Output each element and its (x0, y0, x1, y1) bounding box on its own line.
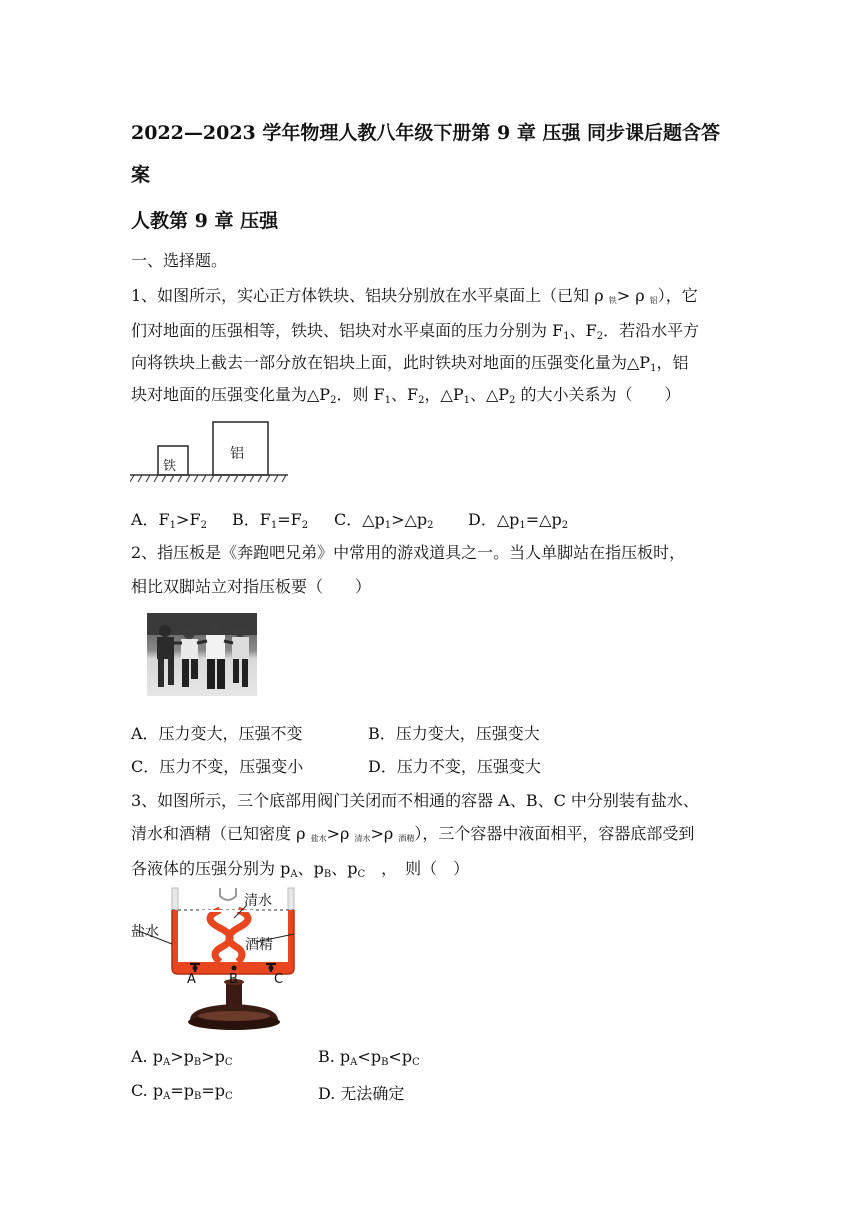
q1-line3: 向将铁块上截去一部分放在铝块上面，此时铁块对地面的压强变化量为$\triangle P_1$，铝 (131, 353, 689, 374)
document-title-line2: 案 (131, 164, 151, 186)
q2-option-a: A．压力变大，压强不变 (131, 724, 303, 743)
q1-line2: 们对地面的压强相等，铁块、铝块对水平桌面的压力分别为 $F_1$、$F_2$．若沿水平方 (131, 321, 700, 342)
q2-option-c: C．压力不变，压强变小 (131, 757, 304, 776)
q1-option-d: D．$\triangle p_1=\triangle p_2$ (468, 510, 569, 531)
q2-line2: 相比双脚站立对指压板要（ ） (131, 577, 372, 596)
q1-option-b: B．$F_1=F_2$ (232, 510, 309, 531)
part-label: 一、选择题。 (131, 251, 228, 270)
q3-option-a: A. $p_A>p_B>p_C$ (131, 1047, 233, 1068)
blocks-figure (130, 418, 290, 486)
fig-label-b: B (229, 972, 238, 987)
iron-block-label: 铁 (163, 459, 177, 474)
containers-figure (128, 884, 318, 1036)
fig-label-c: C (274, 972, 284, 987)
q1-option-a: A．$F_1>F_2$ (131, 510, 207, 531)
fig-label-a: A (187, 972, 196, 987)
q3-line1: 3、如图所示，三个底部用阀门关闭而不相通的容器 A、B、C 中分别装有盐水、 (131, 791, 699, 810)
q3-option-b: B. $p_A<p_B<p_C$ (318, 1047, 420, 1068)
ground-hatching (130, 475, 286, 482)
fig-label-yanshui: 盐水 (131, 924, 159, 940)
q2-line1: 2、指压板是《奔跑吧兄弟》中常用的游戏道具之一。当人单脚站在指压板时， (131, 543, 686, 562)
document-title-line1: 2022—2023 学年物理人教八年级下册第 9 章 压强 同步课后题含答 (131, 122, 721, 144)
fig-label-jiujing: 酒精 (245, 937, 273, 953)
q1-line1: 1、如图所示，实心正方体铁块、铝块分别放在水平桌面上（已知 ρ $_铁$> ρ $_铝$），它 (131, 286, 698, 305)
section-title: 人教第 9 章 压强 (131, 210, 279, 232)
q3-line2: 清水和酒精（已知密度 ρ $_{盐水}$>ρ $_{清水}$>ρ $_{酒精}$），三个容器中液面相平，容器底部受到 (131, 824, 695, 843)
massage-board-photo (147, 613, 257, 696)
q3-option-d: D. 无法确定 (318, 1084, 405, 1103)
q2-option-b: B．压力变大，压强变大 (368, 724, 540, 743)
q3-line3: 各液体的压强分别为 $p_A$、$p_B$、$p_C$ ， 则（ ） (131, 859, 470, 880)
q1-line4: 块对地面的压强变化量为$\triangle P_2$．则 $F_1$、$F_2$，$\triangle P_1$、$\triangle P_2$ 的大小关系为（ ） (131, 385, 681, 406)
q2-option-d: D．压力不变，压强变大 (368, 757, 541, 776)
aluminium-block-label: 铝 (230, 446, 244, 462)
fig-label-qingshui: 清水 (244, 893, 272, 909)
q1-option-c: C．$\triangle p_1>\triangle p_2$ (334, 510, 434, 531)
q3-option-c: C. $p_A=p_B=p_C$ (131, 1081, 233, 1102)
